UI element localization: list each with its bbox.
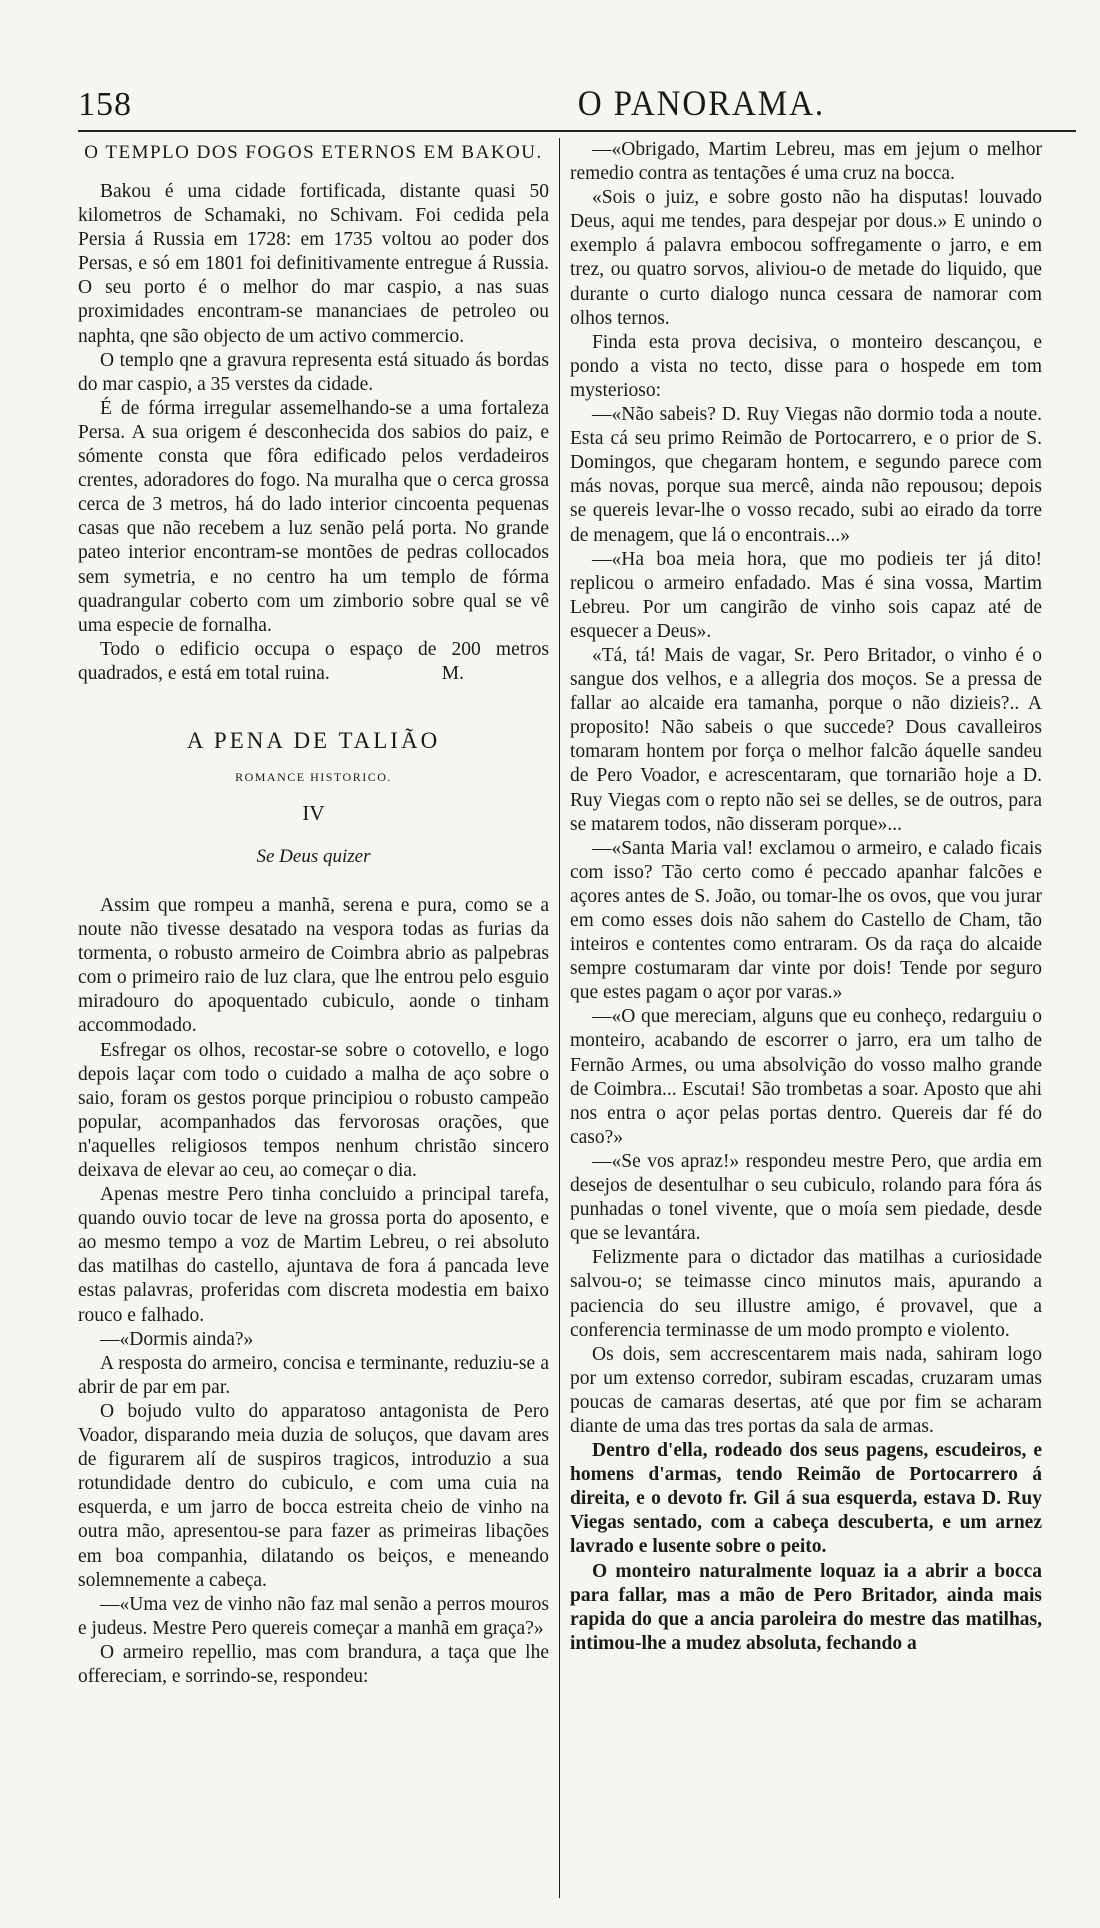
page-number: 158: [78, 86, 132, 123]
novel-paragraph: «Sois o juiz, e sobre gosto não ha disputas! louvado Deus, aqui me tendes, para despejar por dous.» E unindo o exemplo á palavra embocou soffregamente o jarro, e em trez, ou quatro sorvos, aliviou-o de metade do liquido, que durante o curto dialogo nunca cessara de namorar com olhos ternos.: [570, 187, 1042, 329]
novel-paragraph: Finda esta prova decisiva, o monteiro descançou, e pondo a vista no tecto, disse para o hospede em tom mysterioso:: [570, 331, 1042, 401]
novel-paragraph: A resposta do armeiro, concisa e terminante, reduziu-se a abrir de par em par.: [78, 1352, 549, 1398]
article-paragraph: O templo qne a gravura representa está situado ás bordas do mar caspio, a 35 verstes da cidade.: [78, 349, 549, 395]
novel-paragraph: —«Não sabeis? D. Ruy Viegas não dormio toda a noute. Esta cá seu primo Reimão de Portocarrero, e o prior de S. Domingos, que chegaram hontem, e segundo parece com más novas, porque sua mercê, ainda não repousou; depois se quereis levar-lhe o vosso recado, subi ao eirado da torre de menagem, que lá o encontrais...»: [570, 404, 1042, 546]
right-column: [560, 138, 1042, 1898]
chapter-number: IV: [302, 800, 325, 825]
running-head: [78, 78, 1076, 132]
novel-paragraph: Dentro d'ella, rodeado dos seus pagens, escudeiros, e homens d'armas, tendo Reimão de Portocarrero á direita, e o devoto fr. Gil á sua esquerda, estava D. Ruy Viegas sentado, com a cabeça descuberta, e um arnez lavrado e lusente sobre o peito.: [570, 1440, 1042, 1558]
novel-paragraph: —«Santa Maria val! exclamou o armeiro, e calado ficais com isso? Tão certo como é peccado apanhar falcões e açores antes de S. João, ou tomar-lhe os ovos, que vou jurar em como esses dois não sahem do Castello de Cham, tão inteiros e contentes como entraram. Os da raça do alcaide sempre costumaram dar vinte por dois! Tende por seguro que estes pagam o açor por varas.»: [570, 837, 1042, 1004]
article-title: O TEMPLO DOS FOGOS ETERNOS EM BAKOU.: [84, 142, 543, 163]
article-paragraph: É de fórma irregular assemelhando-se a uma fortaleza Persa. A sua origem é desconhecida dos sabios do paiz, e sómente consta que fôra edificado pelos verdadeiros crentes, adoradores do fogo. Na muralha que o cerca grossa cerca de 3 metros, há do lado interior cincoenta pequenas casas que não recebem a luz senão pelá porta. No grande pateo interior encontram-se montões de pedras collocados sem symetria, e no centro ha um templo de fórma quadrangular coberto com um zimborio sobre qual se vê uma especie de fornalha.: [78, 397, 549, 636]
novel-paragraph: Apenas mestre Pero tinha concluido a principal tarefa, quando ouvio tocar de leve na grossa porta do aposento, e ao mesmo tempo a voz de Martim Lebreu, o rei absoluto das matilhas do castello, ajuntava de fora á pancada leve estas palavras, proferidas com discreta modestia em baixo rouco e falhado.: [78, 1184, 549, 1326]
novel-paragraph: Os dois, sem accrescentarem mais nada, sahiram logo por um extenso corredor, subiram escadas, cruzaram umas poucas de camaras desertas, até que por fim se acharam diante de uma das tres portas da sala de armas.: [570, 1343, 1042, 1437]
novel-title: A PENA DE TALIÃO: [186, 727, 441, 753]
novel-paragraph: O armeiro repellio, mas com brandura, a taça que lhe offereciam, e sorrindo-se, respondeu:: [78, 1641, 549, 1687]
novel-paragraph: O bojudo vulto do apparatoso antagonista de Pero Voador, disparando meia duzia de soluços, que davam ares de figurarem alí de suspiros tragicos, introduzio a sua rotundidade dentro do cubiculo, e com uma cuia na esquerda, e um jarro de bocca estreita cheio de vinho na outra mão, apresentou-se para fazer as primeiras libações em boa companhia, dilatando os beiços, e meneando solemnemente a cabeça.: [78, 1400, 549, 1591]
novel-paragraph: Felizmente para o dictador das matilhas a curiosidade salvou-o; se teimasse cinco minutos mais, apurando a paciencia do seu illustre amigo, é provavel, que a conferencia terminasse de um modo prompto e violento.: [570, 1247, 1042, 1341]
novel-paragraph: Assim que rompeu a manhã, serena e pura, como se a noute não tivesse desatado na vespora todas as furias da tormenta, o robusto armeiro de Coimbra abrio as palpebras com o primeiro raio de luz clara, que lhe entrou pelo esguio miradouro do apoquentado cubiculo, aonde o tinham accommodado.: [78, 894, 549, 1037]
novel-paragraph: —«Obrigado, Martim Lebreu, mas em jejum o melhor remedio contra as tentações é uma cruz na bocca.: [570, 139, 1042, 185]
chapter-title: Se Deus quizer: [256, 845, 371, 867]
article-paragraph: [78, 638, 549, 686]
novel-subtitle: ROMANCE HISTORICO.: [235, 769, 392, 784]
journal-title: O PANORAMA.: [578, 83, 826, 123]
article-paragraph: Bakou é uma cidade fortificada, distante quasi 50 kilometros de Schamaki, no Schivam. Foi cedida pela Persia á Russia em 1728: em 1735 voltou ao poder dos Persas, e só em 1801 foi definitivamente entregue á Russia. O seu porto é o melhor do mar caspio, a nas suas proximidades encontram-se mananciaes de petroleo ou naphta, qne são objecto de um activo commercio.: [78, 181, 549, 347]
novel-paragraph: «Tá, tá! Mais de vagar, Sr. Pero Britador, o vinho é o sangue dos velhos, e a allegria dos moços. Se a pressa de fallar ao alcaide era tamanha, porque o não dizieis?.. A proposito! Não sabeis o que succede? Dous cavalleiros tomaram hontem por força o melhor falcão áquelle sandeu de Pero Voador, e acrescentaram, que tornarião hoje a D. Ruy Viegas com o repto não sei se delles, se de outros, para se matarem todos, não disseram porque»...: [570, 644, 1042, 835]
novel-paragraph: Esfregar os olhos, recostar-se sobre o cotovello, e logo depois laçar com todo o cuidado a malha de aço sobre o saio, foram os gestos porque principiou o robusto campeão popular, acompanhados das fervorosas orações, que n'aquelles religiosos tempos nenhum christão sincero deixava de elevar ao ceu, ao começar o dia.: [78, 1039, 549, 1181]
novel-paragraph: —«Se vos apraz!» respondeu mestre Pero, que ardia em desejos de desentulhar o seu cubiculo, rolando para fóra ás punhadas o tonel vivente, que o moía sem piedade, desde que se levantára.: [570, 1150, 1042, 1245]
novel-paragraph: O monteiro naturalmente loquaz ia a abrir a bocca para fallar, mas a mão de Pero Britador, ainda mais rapida do que a ancia paroleira do mestre das matilhas, intimou-lhe a mudez absoluta, fechando a: [570, 1560, 1042, 1654]
novel-paragraph: —«Uma vez de vinho não faz mal senão a perros mouros e judeus. Mestre Pero quereis começar a manhã em graça?»: [78, 1593, 549, 1639]
text-columns: [78, 138, 1076, 1898]
article-signature: M.: [441, 662, 465, 684]
article-paragraph-text: Todo o edificio occupa o espaço de 200 metros quadrados, e está em total ruina.: [78, 638, 549, 684]
novel-paragraph: —«Dormis ainda?»: [100, 1328, 254, 1350]
novel-paragraph: —«Ha boa meia hora, que mo podieis ter já dito! replicou o armeiro enfadado. Mas é sina vossa, Martim Lebreu. Por um cangirão de vinho sois capaz até de esquecer a Deus».: [570, 548, 1042, 642]
left-column: [78, 138, 560, 1898]
novel-paragraph: —«O que mereciam, alguns que eu conheço, redarguiu o monteiro, acabando de escorrer o jarro, era um talho de Fernão Armes, ou uma absolvição do vosso malho grande de Coimbra... Escutai! São trombetas a soar. Aposto que ahi nos entra o açor pelas portas dentro. Quereis dar fé do caso?»: [570, 1006, 1042, 1148]
